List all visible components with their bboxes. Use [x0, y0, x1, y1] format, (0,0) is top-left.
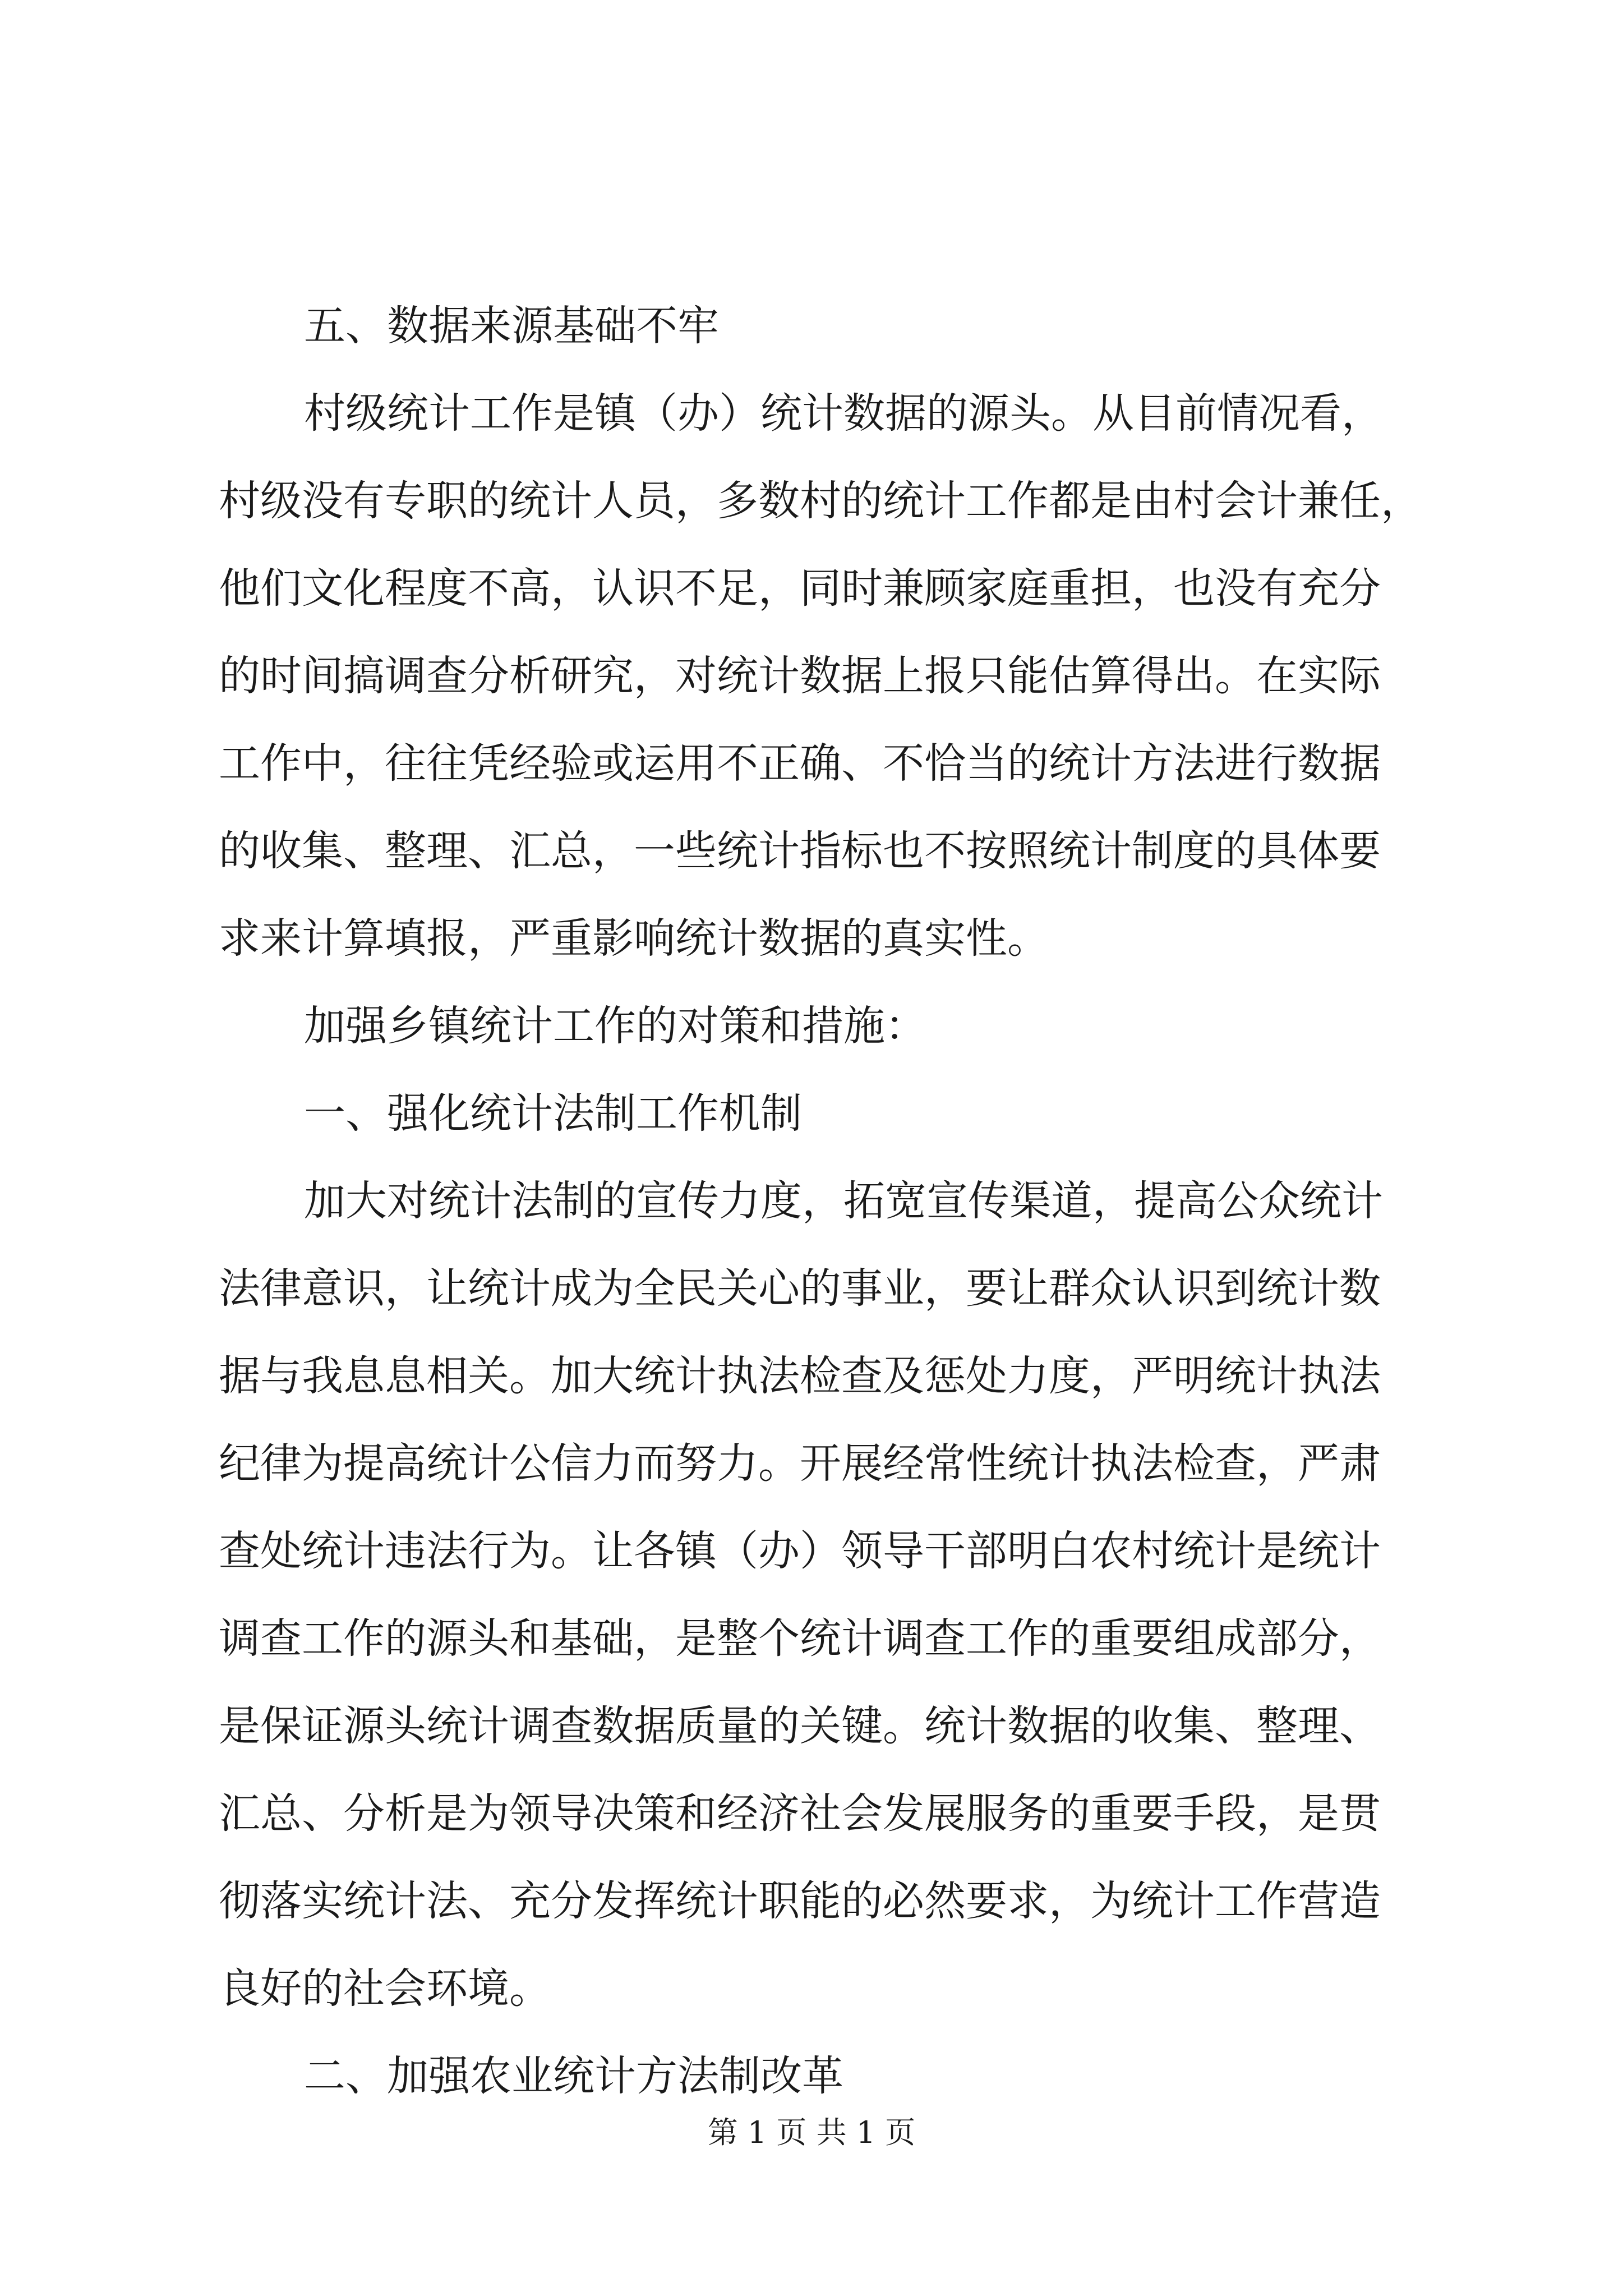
paragraph-line: 调查工作的源头和基础，是整个统计调查工作的重要组成部分， — [219, 1614, 1381, 1663]
paragraph-line: 彻落实统计法、充分发挥统计职能的必然要求，为统计工作营造 — [219, 1877, 1381, 1925]
paragraph-line: 查处统计违法行为。让各镇（办）领导干部明白农村统计是统计 — [219, 1527, 1381, 1575]
paragraph-line: 的收集、整理、汇总，一些统计指标也不按照统计制度的具体要 — [219, 827, 1381, 875]
paragraph-line: 良好的社会环境。 — [219, 1964, 551, 2013]
paragraph-line: 村级统计工作是镇（办）统计数据的源头。从目前情况看， — [304, 389, 1383, 438]
paragraph-line: 加大对统计法制的宣传力度，拓宽宣传渠道，提高公众统计 — [304, 1177, 1383, 1225]
paragraph-line: 纪律为提高统计公信力而努力。开展经常性统计执法检查，严肃 — [219, 1439, 1381, 1488]
measures-intro: 加强乡镇统计工作的对策和措施： — [304, 1002, 926, 1050]
paragraph-line: 他们文化程度不高，认识不足，同时兼顾家庭重担，也没有充分 — [219, 564, 1381, 613]
paragraph-line: 求来计算填报，严重影响统计数据的真实性。 — [219, 914, 1049, 963]
section-heading-five: 五、数据来源基础不牢 — [304, 302, 719, 350]
paragraph-line: 的时间搞调查分析研究，对统计数据上报只能估算得出。在实际 — [219, 652, 1381, 700]
paragraph-line: 工作中，往往凭经验或运用不正确、不恰当的统计方法进行数据 — [219, 739, 1381, 788]
paragraph-line: 据与我息息相关。加大统计执法检查及惩处力度，严明统计执法 — [219, 1352, 1381, 1400]
paragraph-line: 村级没有专职的统计人员，多数村的统计工作都是由村会计兼任， — [219, 477, 1422, 525]
document-body — [219, 303, 1458, 2141]
paragraph-line: 是保证源头统计调查数据质量的关键。统计数据的收集、整理、 — [219, 1702, 1381, 1750]
paragraph-line: 汇总、分析是为领导决策和经济社会发展服务的重要手段，是贯 — [219, 1789, 1381, 1838]
section-heading-two: 二、加强农业统计方法制改革 — [304, 2052, 843, 2100]
page-number-footer: 第 1 页 共 1 页 — [707, 2115, 916, 2150]
paragraph-statistics-law — [219, 1178, 1458, 2012]
section-heading-one: 一、强化统计法制工作机制 — [304, 1089, 802, 1138]
paragraph-line: 法律意识，让统计成为全民关心的事业，要让群众认识到统计数 — [219, 1264, 1381, 1313]
paragraph-village-statistics — [219, 390, 1458, 961]
